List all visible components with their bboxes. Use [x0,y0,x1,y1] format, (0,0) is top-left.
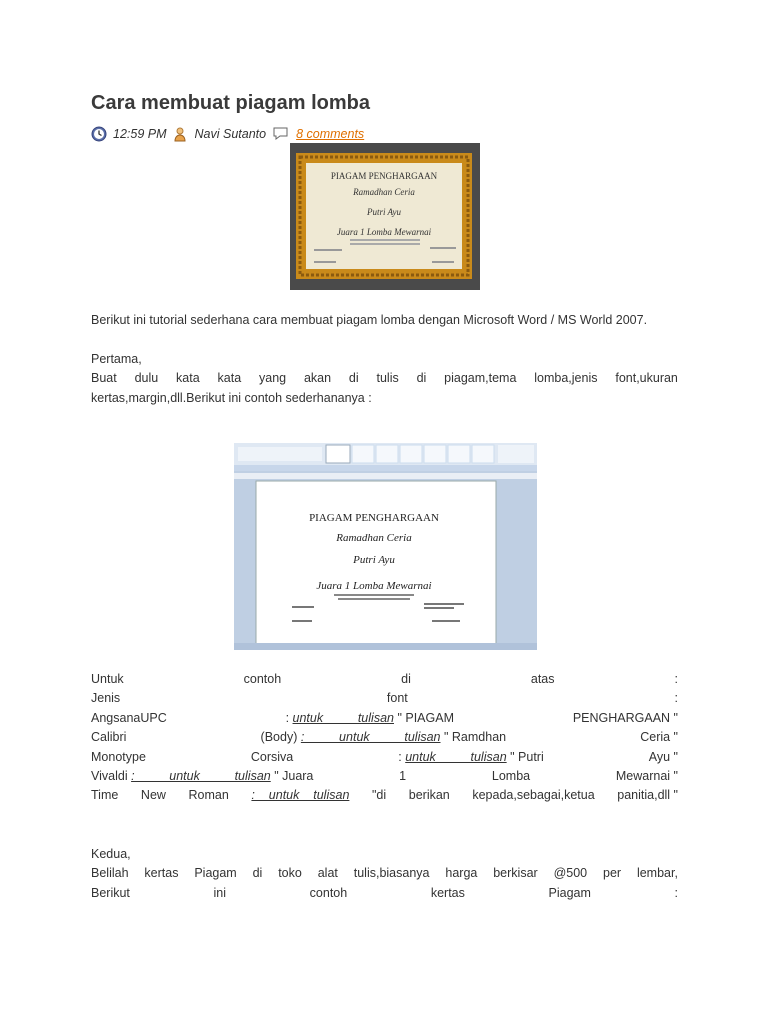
word-screenshot-line2: Putri Ayu [353,554,395,566]
fonts-line4: Calibri (Body) : untuk tulisan " Ramdhan Ceria " [91,730,678,745]
fonts-line2: Jenis font : [91,691,678,706]
step2-line1: Belilah kertas Piagam di toko alat tulis,biasanya harga berkisar @500 per lembar, [91,866,678,881]
certificate-photo-heading: PIAGAM PENGHARGAAN [330,171,438,181]
fonts-line3: AngsanaUPC : untuk tulisan " PIAGAM PENGHARGAAN " [91,710,678,725]
step1-line1: Buat dulu kata kata yang akan di tulis di piagam,tema lomba,jenis font,ukuran [91,371,678,386]
word-screenshot [234,443,537,650]
step2-title: Kedua, [91,847,131,861]
fonts-line5: Monotype Corsiva : untuk tulisan " Putri Ayu " [91,749,678,764]
fonts-line7: Time New Roman : untuk tulisan "di berikan kepada,sebagai,ketua panitia,dll " [91,788,678,803]
fonts-line6: Vivaldi : untuk tulisan " Juara 1 Lomba Mewarnai " [91,768,678,783]
certificate-photo [290,143,480,290]
word-screenshot-heading: PIAGAM PENGHARGAAN [309,512,439,524]
post-author[interactable]: Navi Sutanto [194,127,267,141]
step1-line2: kertas,margin,dll.Berikut ini contoh sederhananya : [91,390,372,405]
comment-icon [272,126,290,142]
certificate-photo-line3: Juara 1 Lomba Mewarnai [336,227,432,237]
clock-icon [91,126,107,142]
step2-line2: Berikut ini contoh kertas Piagam : [91,885,678,900]
word-screenshot-line3: Juara 1 Lomba Mewarnai [316,580,432,592]
comments-link[interactable]: 8 comments [296,127,365,141]
post-time: 12:59 PM [113,127,167,141]
certificate-photo-line2: Putri Ayu [366,207,402,217]
intro-text: Berikut ini tutorial sederhana cara membuat piagam lomba dengan Microsoft Word / MS World 2007. [91,313,648,327]
fonts-line1: Untuk contoh di atas : [91,672,678,686]
step1-title: Pertama, [91,352,142,366]
intro-paragraph [91,311,678,330]
step2-paragraph [91,845,678,903]
certificate-photo-line1: Ramadhan Ceria [353,187,415,197]
fonts-paragraph [91,670,678,806]
user-icon [173,126,189,142]
step1-paragraph [91,350,678,408]
word-screenshot-line1: Ramadhan Ceria [336,532,412,544]
post-meta [91,126,364,142]
post-title[interactable]: Cara membuat piagam lomba [91,92,370,114]
